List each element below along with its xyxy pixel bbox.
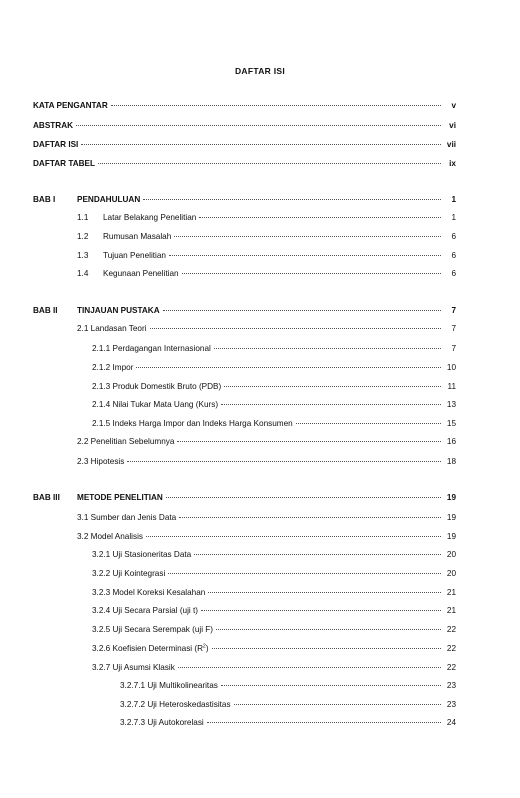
toc-entry-1-2[interactable]	[77, 230, 456, 242]
leader-dots	[201, 602, 441, 611]
toc-label: 2.1.3 Produk Domestik Bruto (PDB)	[92, 382, 222, 391]
toc-entry-2-2[interactable]	[77, 435, 456, 447]
leader-dots	[179, 509, 441, 518]
toc-entry-2-1-2[interactable]	[92, 361, 456, 373]
toc-entry-2-1[interactable]	[77, 322, 456, 334]
toc-label: 3.2.7.3 Uji Autokorelasi	[120, 718, 204, 727]
toc-entry-3-1[interactable]	[77, 511, 456, 523]
toc-page: 6	[451, 269, 456, 278]
toc-label: 3.2.2 Uji Kointegrasi	[92, 569, 166, 578]
leader-dots	[111, 97, 441, 106]
toc-entry-3-2-7-3[interactable]	[120, 716, 456, 728]
chapter-number: BAB I	[33, 195, 56, 204]
superscript-2: 2	[203, 643, 206, 650]
toc-label: 3.2.7.2 Uji Heteroskedastisitas	[120, 700, 231, 709]
toc-label: 3.2.1 Uji Stasioneritas Data	[92, 550, 192, 559]
toc-page: 1	[451, 213, 456, 222]
toc-page: 7	[451, 324, 456, 333]
section-number: 1.4	[77, 269, 89, 278]
toc-entry-3-2-7-2[interactable]	[120, 698, 456, 710]
toc-entry-1-1[interactable]	[77, 211, 456, 223]
toc-label: 3.2.7.1 Uji Multikolinearitas	[120, 681, 218, 690]
toc-label: Rumusan Masalah	[103, 232, 172, 241]
toc-label: 2.1 Landasan Teori	[77, 324, 147, 333]
leader-dots	[221, 677, 441, 686]
toc-label: DAFTAR ISI	[33, 140, 79, 149]
toc-label: 2.3 Hipotesis	[77, 457, 125, 466]
toc-label-text: 3.2.6 Koefisien Determinasi (R	[92, 644, 204, 653]
toc-entry-1-4[interactable]	[77, 267, 456, 279]
toc-label: 3.2.5 Uji Secara Serempak (uji F)	[92, 625, 214, 634]
toc-label: 2.1.2 Impor	[92, 363, 134, 372]
toc-entry-3-2[interactable]	[77, 530, 456, 542]
toc-page: 20	[446, 569, 456, 578]
toc-page: 19	[446, 513, 456, 522]
toc-page: 21	[446, 606, 456, 615]
leader-dots	[98, 155, 441, 164]
toc-page: 22	[446, 644, 456, 653]
toc-entry-3-2-5[interactable]	[92, 623, 456, 635]
toc-page: vii	[446, 140, 456, 149]
leader-dots	[163, 302, 441, 311]
toc-label: 2.1.4 Nilai Tukar Mata Uang (Kurs)	[92, 400, 219, 409]
toc-page: vi	[449, 121, 456, 130]
toc-page: 20	[446, 550, 456, 559]
toc-entry-daftar-isi[interactable]	[33, 138, 456, 150]
toc-label: TINJAUAN PUSTAKA	[77, 306, 160, 315]
leader-dots	[143, 191, 441, 200]
leader-dots	[169, 247, 441, 256]
toc-entry-daftar-tabel[interactable]	[33, 157, 456, 169]
toc-entry-abstrak[interactable]	[33, 119, 456, 131]
section-number: 1.2	[77, 232, 89, 241]
chapter-number: BAB II	[33, 306, 58, 315]
leader-dots	[177, 433, 441, 442]
toc-entry-3-2-7[interactable]	[92, 661, 456, 673]
toc-label: 3.2 Model Analisis	[77, 532, 143, 541]
toc-page: 22	[446, 625, 456, 634]
leader-dots	[234, 696, 441, 705]
toc-page: 7	[451, 344, 456, 353]
toc-label: 3.2.4 Uji Secara Parsial (uji t)	[92, 606, 199, 615]
toc-label: 2.1.5 Indeks Harga Impor dan Indeks Harga Konsumen	[92, 419, 293, 428]
toc-entry-3-2-6[interactable]	[92, 642, 456, 654]
leader-dots	[136, 359, 441, 368]
toc-entry-2-1-1[interactable]	[92, 342, 456, 354]
document-title: DAFTAR ISI	[234, 66, 286, 76]
leader-dots	[296, 415, 441, 424]
leader-dots	[207, 714, 441, 723]
leader-dots	[150, 320, 442, 329]
toc-entry-3-2-2[interactable]	[92, 567, 456, 579]
toc-page: 16	[446, 437, 456, 446]
toc-page: 10	[446, 363, 456, 372]
toc-label	[92, 643, 209, 655]
toc-page: 6	[451, 251, 456, 260]
toc-page: 21	[446, 588, 456, 597]
toc-entry-3-2-1[interactable]	[92, 548, 456, 560]
toc-label: KATA PENGANTAR	[33, 101, 108, 110]
leader-dots	[212, 640, 441, 649]
toc-page: 19	[446, 532, 456, 541]
toc-page: 23	[446, 681, 456, 690]
toc-label: DAFTAR TABEL	[33, 159, 96, 168]
toc-page: 23	[446, 700, 456, 709]
leader-dots	[127, 453, 441, 462]
toc-label: Latar Belakang Penelitian	[103, 213, 197, 222]
leader-dots	[199, 209, 441, 218]
leader-dots	[221, 396, 441, 405]
toc-label: Kegunaan Penelitian	[103, 269, 179, 278]
toc-page: ix	[449, 159, 456, 168]
leader-dots	[224, 378, 441, 387]
toc-entry-2-1-5[interactable]	[92, 417, 456, 429]
leader-dots	[178, 659, 441, 668]
toc-label: 3.1 Sumber dan Jenis Data	[77, 513, 177, 522]
toc-label: 3.2.7 Uji Asumsi Klasik	[92, 663, 175, 672]
toc-page: v	[451, 101, 456, 110]
toc-label: Tujuan Penelitian	[103, 251, 166, 260]
chapter-number: BAB III	[33, 493, 60, 502]
toc-entry-2-3[interactable]	[77, 455, 456, 467]
toc-page: 19	[446, 493, 456, 502]
toc-page: 1	[451, 195, 456, 204]
toc-page: 15	[446, 419, 456, 428]
toc-page: 24	[446, 718, 456, 727]
toc-page: 11	[447, 382, 456, 391]
toc-page: 18	[446, 457, 456, 466]
toc-label: PENDAHULUAN	[77, 195, 141, 204]
leader-dots	[168, 565, 441, 574]
toc-chapter-bab-3[interactable]	[33, 491, 456, 503]
toc-label-tail: )	[205, 644, 209, 653]
toc-label: 3.2.3 Model Koreksi Kesalahan	[92, 588, 206, 597]
toc-entry-3-2-3[interactable]	[92, 586, 456, 598]
toc-label: 2.1.1 Perdagangan Internasional	[92, 344, 211, 353]
leader-dots	[194, 546, 441, 555]
leader-dots	[146, 528, 441, 537]
toc-entry-2-1-4[interactable]	[92, 398, 456, 410]
toc-entry-2-1-3[interactable]	[92, 380, 456, 392]
leader-dots	[216, 621, 441, 630]
toc-page: 13	[446, 400, 456, 409]
leader-dots	[76, 117, 441, 126]
toc-chapter-bab-1[interactable]	[33, 193, 456, 205]
section-number: 1.1	[77, 213, 89, 222]
toc-entry-kata-pengantar[interactable]	[33, 99, 456, 111]
toc-label: ABSTRAK	[33, 121, 74, 130]
toc-label: 2.2 Penelitian Sebelumnya	[77, 437, 175, 446]
toc-entry-1-3[interactable]	[77, 249, 456, 261]
leader-dots	[208, 584, 441, 593]
toc-page: 22	[446, 663, 456, 672]
toc-chapter-bab-2[interactable]	[33, 304, 456, 316]
leader-dots	[81, 136, 441, 145]
leader-dots	[174, 228, 441, 237]
toc-page: 7	[451, 306, 456, 315]
leader-dots	[166, 489, 441, 498]
toc-label: METODE PENELITIAN	[77, 493, 163, 502]
toc-entry-3-2-4[interactable]	[92, 604, 456, 616]
toc-entry-3-2-7-1[interactable]	[120, 679, 456, 691]
leader-dots	[214, 340, 441, 349]
toc-page: 6	[451, 232, 456, 241]
leader-dots	[182, 265, 441, 274]
section-number: 1.3	[77, 251, 89, 260]
